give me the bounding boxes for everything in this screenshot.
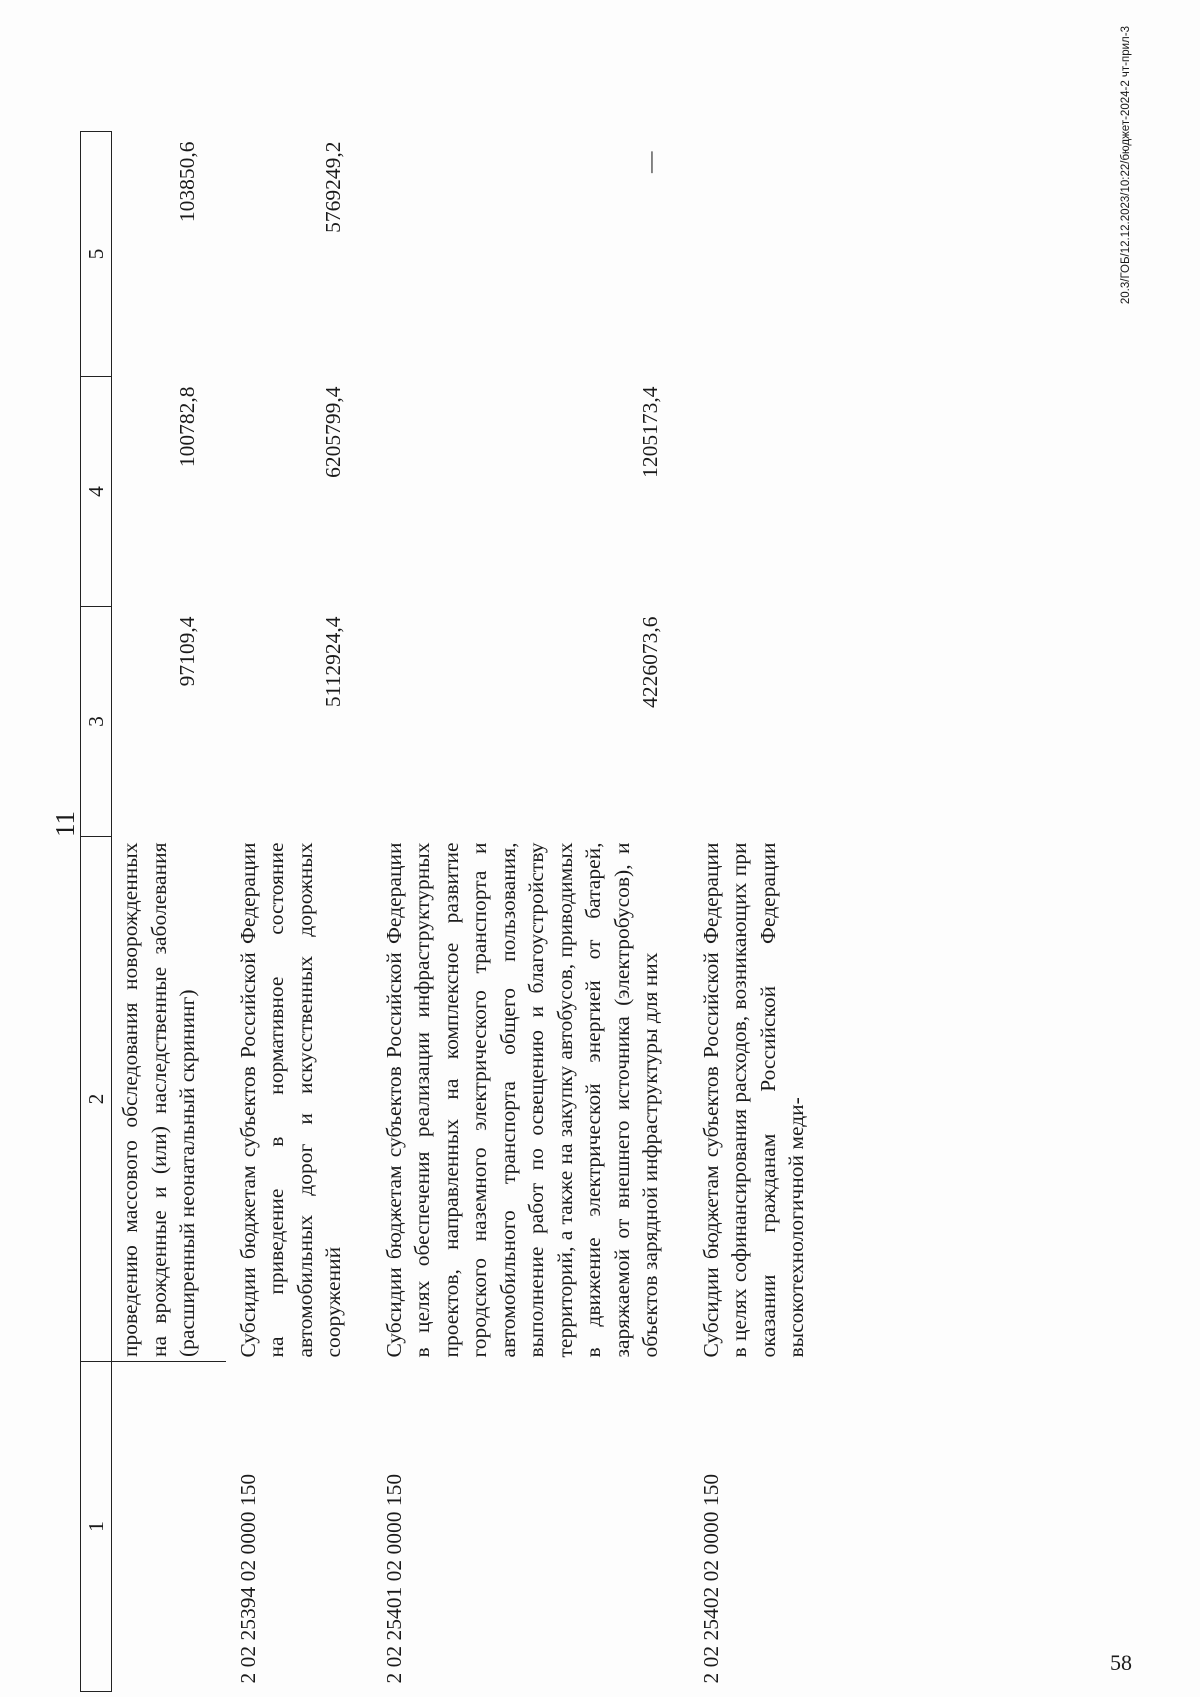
value-col5: 5769249,2 xyxy=(321,141,345,233)
item-description: Субсидии бюджетам субъектов Российской Федерации в целях обеспечения реализации инфраструктурных проектов, направленных на комплексное развитие городского наземного электрического транспорта и автомобильного транспорта общего пользования, выполнение работ по освещению и благоустройству территорий, а также на закупку автобусов, приводимых в движение электрической энергией от батарей, заряжаемой от внешнего источника (электробусов), и объектов зарядной инфраструктуры для них xyxy=(381,842,662,1358)
value-col4 xyxy=(689,377,835,607)
value-col5 xyxy=(689,132,835,377)
item-description: Субсидии бюджетам субъектов Российской Федерации на приведение в нормативное состояние автомобильных дорог и искусственных дорожных сооружений xyxy=(235,842,345,1358)
value-col4: 100782,8 xyxy=(175,386,199,468)
document-footer-code: 20.3/ГОБ/12.12.2023/10:22/бюджет-2024-2 чт-прил-3 xyxy=(1120,26,1132,305)
budget-code: 2 02 25401 02 0000 150 xyxy=(381,1473,406,1684)
value-col3 xyxy=(689,607,835,837)
budget-code: 2 02 25394 02 0000 150 xyxy=(235,1473,260,1684)
column-header: 4 xyxy=(81,377,112,607)
column-header: 3 xyxy=(81,607,112,837)
value-col4: 6205799,4 xyxy=(321,386,345,478)
table-row xyxy=(372,132,689,1692)
side-page-number: 58 xyxy=(1110,1650,1132,1675)
item-description: проведению массового обследования новорожденных на врожденные и (или) наследственные заболевания (расширенный неонатальный скрининг) xyxy=(118,842,199,1357)
table-header-row xyxy=(81,132,112,1692)
value-col3: 5112924,4 xyxy=(321,616,345,708)
column-header: 1 xyxy=(81,1362,112,1692)
value-col5: — xyxy=(638,151,662,173)
table-row xyxy=(226,132,372,1692)
value-col3: 4226073,6 xyxy=(638,616,662,708)
budget-code: 2 02 25402 02 0000 150 xyxy=(698,1473,723,1684)
column-header: 2 xyxy=(81,837,112,1362)
budget-code xyxy=(112,1362,226,1692)
value-col3: 97109,4 xyxy=(175,616,199,687)
page-number: 11 xyxy=(50,811,80,837)
table-row xyxy=(689,132,835,1692)
value-col4: 1205173,4 xyxy=(638,386,662,478)
column-header: 5 xyxy=(81,132,112,377)
value-col5: 103850,6 xyxy=(175,141,199,223)
budget-table xyxy=(80,131,835,1692)
table-row xyxy=(112,132,226,1692)
item-description: Субсидии бюджетам субъектов Российской Федерации в целях софинансирования расходов, возникающих при оказании гражданам Российской Федерации высокотехнологичной меди- xyxy=(698,842,808,1358)
